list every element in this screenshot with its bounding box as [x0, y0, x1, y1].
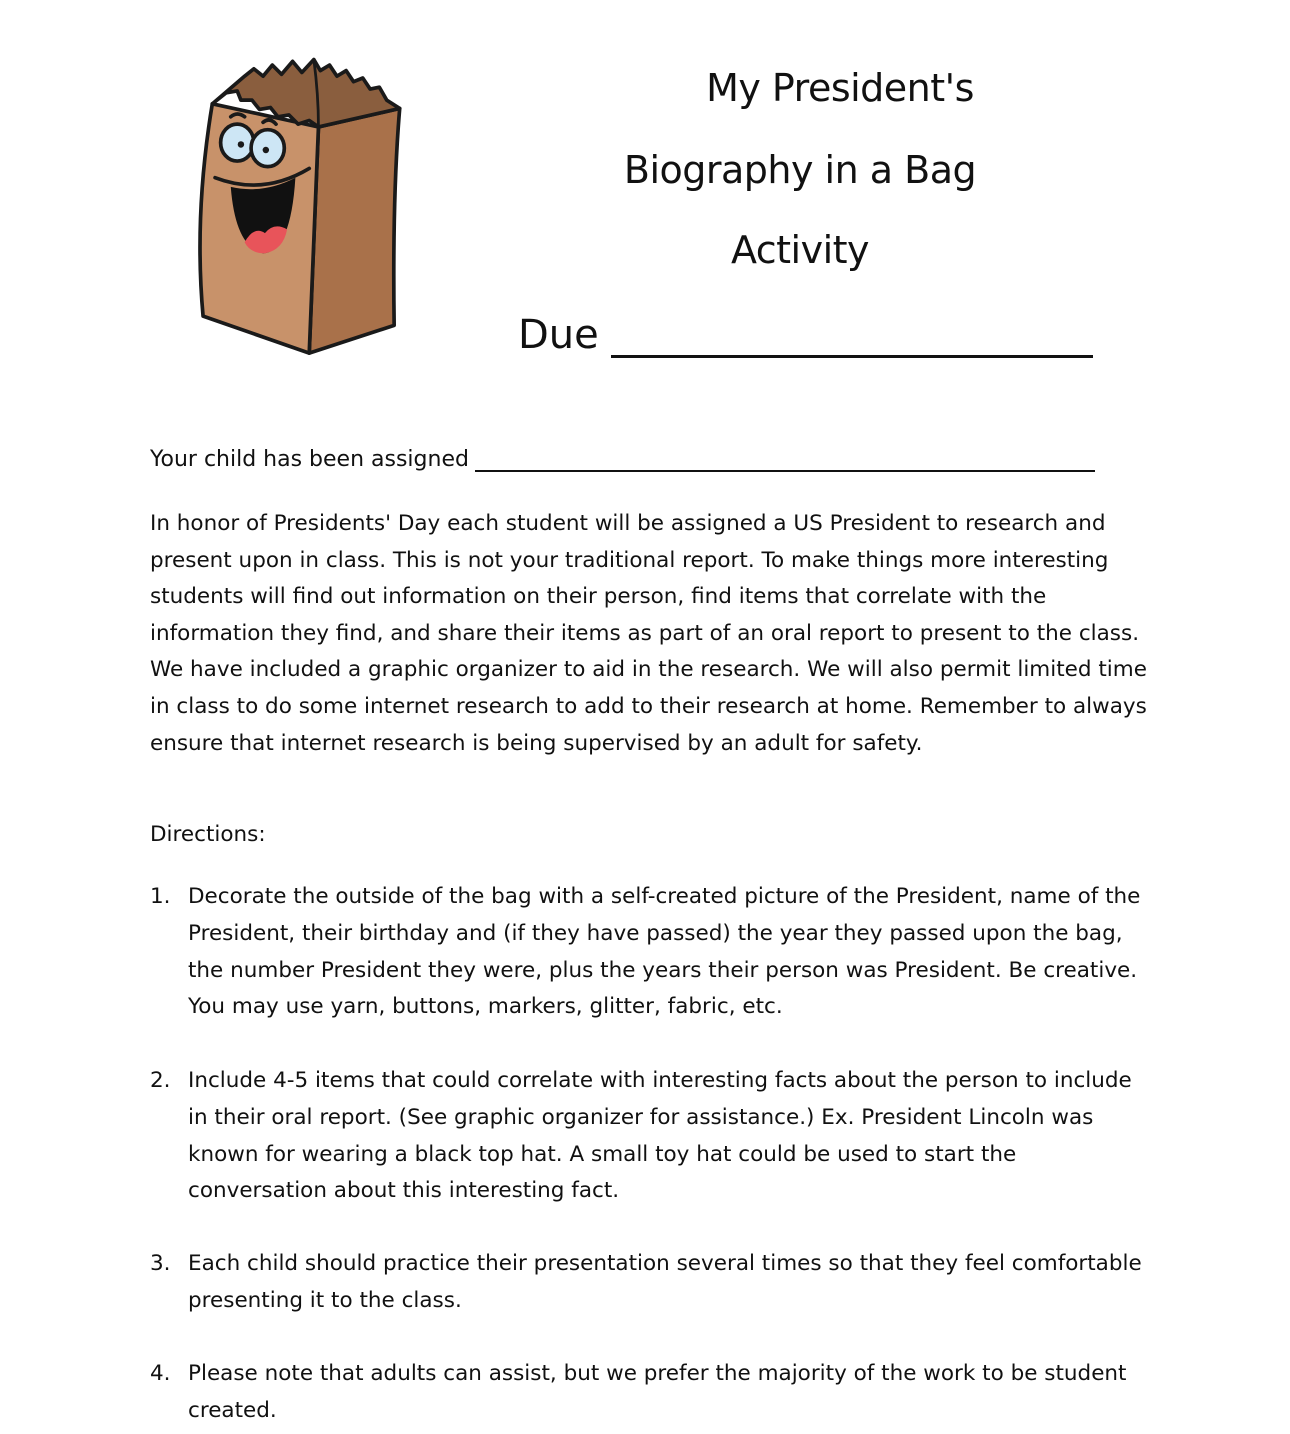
direction-item — [150, 879, 1150, 1026]
directions-heading: Directions: — [150, 822, 266, 847]
assigned-president-blank[interactable] — [475, 446, 1095, 472]
paper-bag-illustration — [180, 40, 420, 380]
direction-number: 2. — [150, 1068, 171, 1093]
direction-item — [150, 1246, 1150, 1320]
intro-paragraph: In honor of Presidents' Day each student will be assigned a US President to research and present upon in class. This is not your traditional report. To make things more interesting students will find out information on their person, find items that correlate with the information they find, and share their items as part of an oral report to present to the class. We have included a graphic organizer to aid in the research. We will also permit limited time in class to do some internet research to add to their research at home. Remember to always ensure that internet research is being supervised by an adult for safety. — [150, 511, 1147, 756]
assigned-president-field — [150, 446, 1095, 472]
direction-item — [150, 1356, 1150, 1430]
direction-number: 4. — [150, 1361, 171, 1386]
due-date-blank[interactable] — [611, 315, 1093, 358]
due-label: Due — [518, 312, 599, 358]
direction-item — [150, 1063, 1150, 1210]
direction-text: Please note that adults can assist, but we prefer the majority of the work to be student created. — [188, 1361, 1127, 1423]
title-line-2: Biography in a Bag — [623, 148, 977, 192]
assigned-label: Your child has been assigned — [150, 447, 469, 472]
direction-text: Decorate the outside of the bag with a self-created picture of the President, name of the President, their birthday and (if they have passed) the year they passed upon the bag, the number President they were, plus the years their person was President. Be creative. You may use yarn, buttons, markers, glitter, fabric, etc. — [188, 884, 1141, 1020]
direction-text: Each child should practice their presentation several times so that they feel comfortable presenting it to the class. — [188, 1251, 1142, 1313]
direction-text: Include 4-5 items that could correlate with interesting facts about the person to include in their oral report. (See graphic organizer for assistance.) Ex. President Lincoln was known for wearing a black top hat. A small toy hat could be used to start the conversation about this interesting fact. — [188, 1068, 1132, 1204]
due-date-field — [518, 312, 1093, 358]
direction-number: 1. — [150, 884, 171, 909]
direction-number: 3. — [150, 1251, 171, 1276]
title-line-1: My President's — [706, 66, 974, 110]
title-line-3: Activity — [730, 228, 870, 272]
